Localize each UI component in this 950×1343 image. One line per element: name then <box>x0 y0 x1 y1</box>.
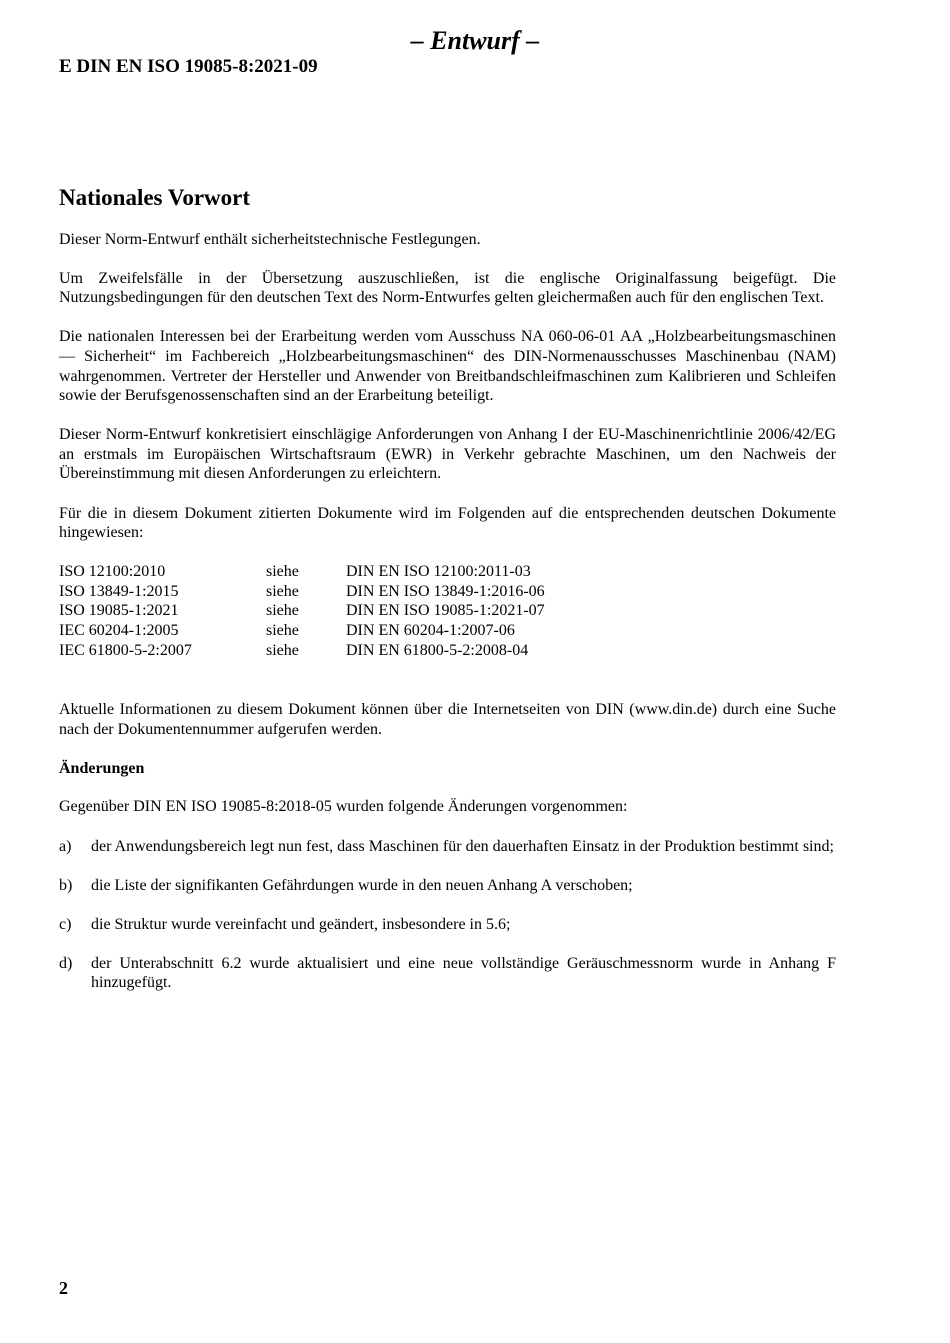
page-content <box>59 185 836 1013</box>
reference-relation: siehe <box>266 641 299 659</box>
reference-target: DIN EN ISO 12100:2011-03 <box>346 563 531 581</box>
list-item <box>59 915 836 935</box>
reference-relation: siehe <box>266 602 299 620</box>
reference-relation: siehe <box>266 563 299 581</box>
paragraph: Dieser Norm-Entwurf enthält sicherheitstechnische Festlegungen. <box>59 230 481 248</box>
table-row <box>59 621 545 641</box>
list-item-label: b) <box>59 876 73 894</box>
list-item-text: die Liste der signifikanten Gefährdungen wurde in den neuen Anhang A verschoben; <box>91 876 633 894</box>
section-title: Nationales Vorwort <box>59 185 251 210</box>
list-item-label: d) <box>59 954 73 972</box>
list-item-text: der Anwendungsbereich legt nun fest, dass Maschinen für den dauerhaften Einsatz in der Produktion bestimmt sind; <box>91 837 834 855</box>
reference-source: ISO 19085-1:2021 <box>59 602 179 620</box>
reference-target: DIN EN ISO 13849-1:2016-06 <box>346 582 545 600</box>
paragraph: Die nationalen Interessen bei der Erarbeitung werden vom Ausschuss NA 060-06-01 AA „Holzbearbeitungsmaschinen — Sicherheit“ im Fachbereich „Holzbearbeitungsmaschinen“ des DIN-Normenausschusses Maschinenbau (NAM) wahrgenommen. Vertreter der Hersteller und Anwender von Breitbandschleifmaschinen zum Kalibrieren und Schleifen sowie der Berufsgenossenschaften sind an der Erarbeitung beteiligt. <box>59 328 836 405</box>
reference-target: DIN EN ISO 19085-1:2021-07 <box>346 602 545 620</box>
reference-target: DIN EN 61800-5-2:2008-04 <box>346 641 529 659</box>
list-item <box>59 837 836 857</box>
reference-relation: siehe <box>266 622 299 639</box>
list-item-label: a) <box>59 837 72 855</box>
info-paragraph: Aktuelle Informationen zu diesem Dokument können über die Internetseiten von DIN (www.din.de) durch eine Suche nach der Dokumentennummer aufgerufen werden. <box>59 701 836 738</box>
list-item <box>59 954 836 993</box>
reference-source: IEC 60204-1:2005 <box>59 622 179 639</box>
list-item-text: die Struktur wurde vereinfacht und geändert, insbesondere in 5.6; <box>91 915 511 933</box>
paragraph: Dieser Norm-Entwurf konkretisiert einschlägige Anforderungen von Anhang I der EU-Maschinenrichtlinie 2006/42/EG an erstmals im Europäischen Wirtschaftsraum (EWR) in Verkehr gebrachte Maschinen, um den Nachweis der Übereinstimmung mit diesen Anforderungen zu erleichtern. <box>59 426 836 483</box>
reference-table <box>59 562 545 660</box>
page-number: 2 <box>59 1278 68 1298</box>
list-item-label: c) <box>59 915 72 933</box>
reference-target: DIN EN 60204-1:2007-06 <box>346 622 515 639</box>
document-id: E DIN EN ISO 19085-8:2021-09 <box>59 56 318 77</box>
changes-title: Änderungen <box>59 759 145 777</box>
reference-relation: siehe <box>266 582 299 600</box>
table-row <box>59 562 545 582</box>
reference-source: ISO 13849-1:2015 <box>59 582 179 600</box>
list-item-text: der Unterabschnitt 6.2 wurde aktualisiert und eine neue vollständige Geräuschmessnorm wurde in Anhang F hinzugefügt. <box>91 954 836 992</box>
table-row <box>59 582 545 602</box>
list-item <box>59 876 836 896</box>
draft-label: – Entwurf – <box>410 26 540 55</box>
changes-intro: Gegenüber DIN EN ISO 19085-8:2018-05 wurden folgende Änderungen vorgenommen: <box>59 798 628 816</box>
reference-source: IEC 61800-5-2:2007 <box>59 641 192 659</box>
table-row <box>59 601 545 621</box>
paragraph: Um Zweifelsfälle in der Übersetzung auszuschließen, ist die englische Originalfassung beigefügt. Die Nutzungsbedingungen für den deutschen Text des Norm-Entwurfes gelten gleichermaßen auch für den englischen Text. <box>59 269 836 307</box>
paragraph: Für die in diesem Dokument zitierten Dokumente wird im Folgenden auf die entsprechenden deutschen Dokumente hingewiesen: <box>59 504 836 542</box>
table-row <box>59 641 545 661</box>
reference-source: ISO 12100:2010 <box>59 563 166 581</box>
